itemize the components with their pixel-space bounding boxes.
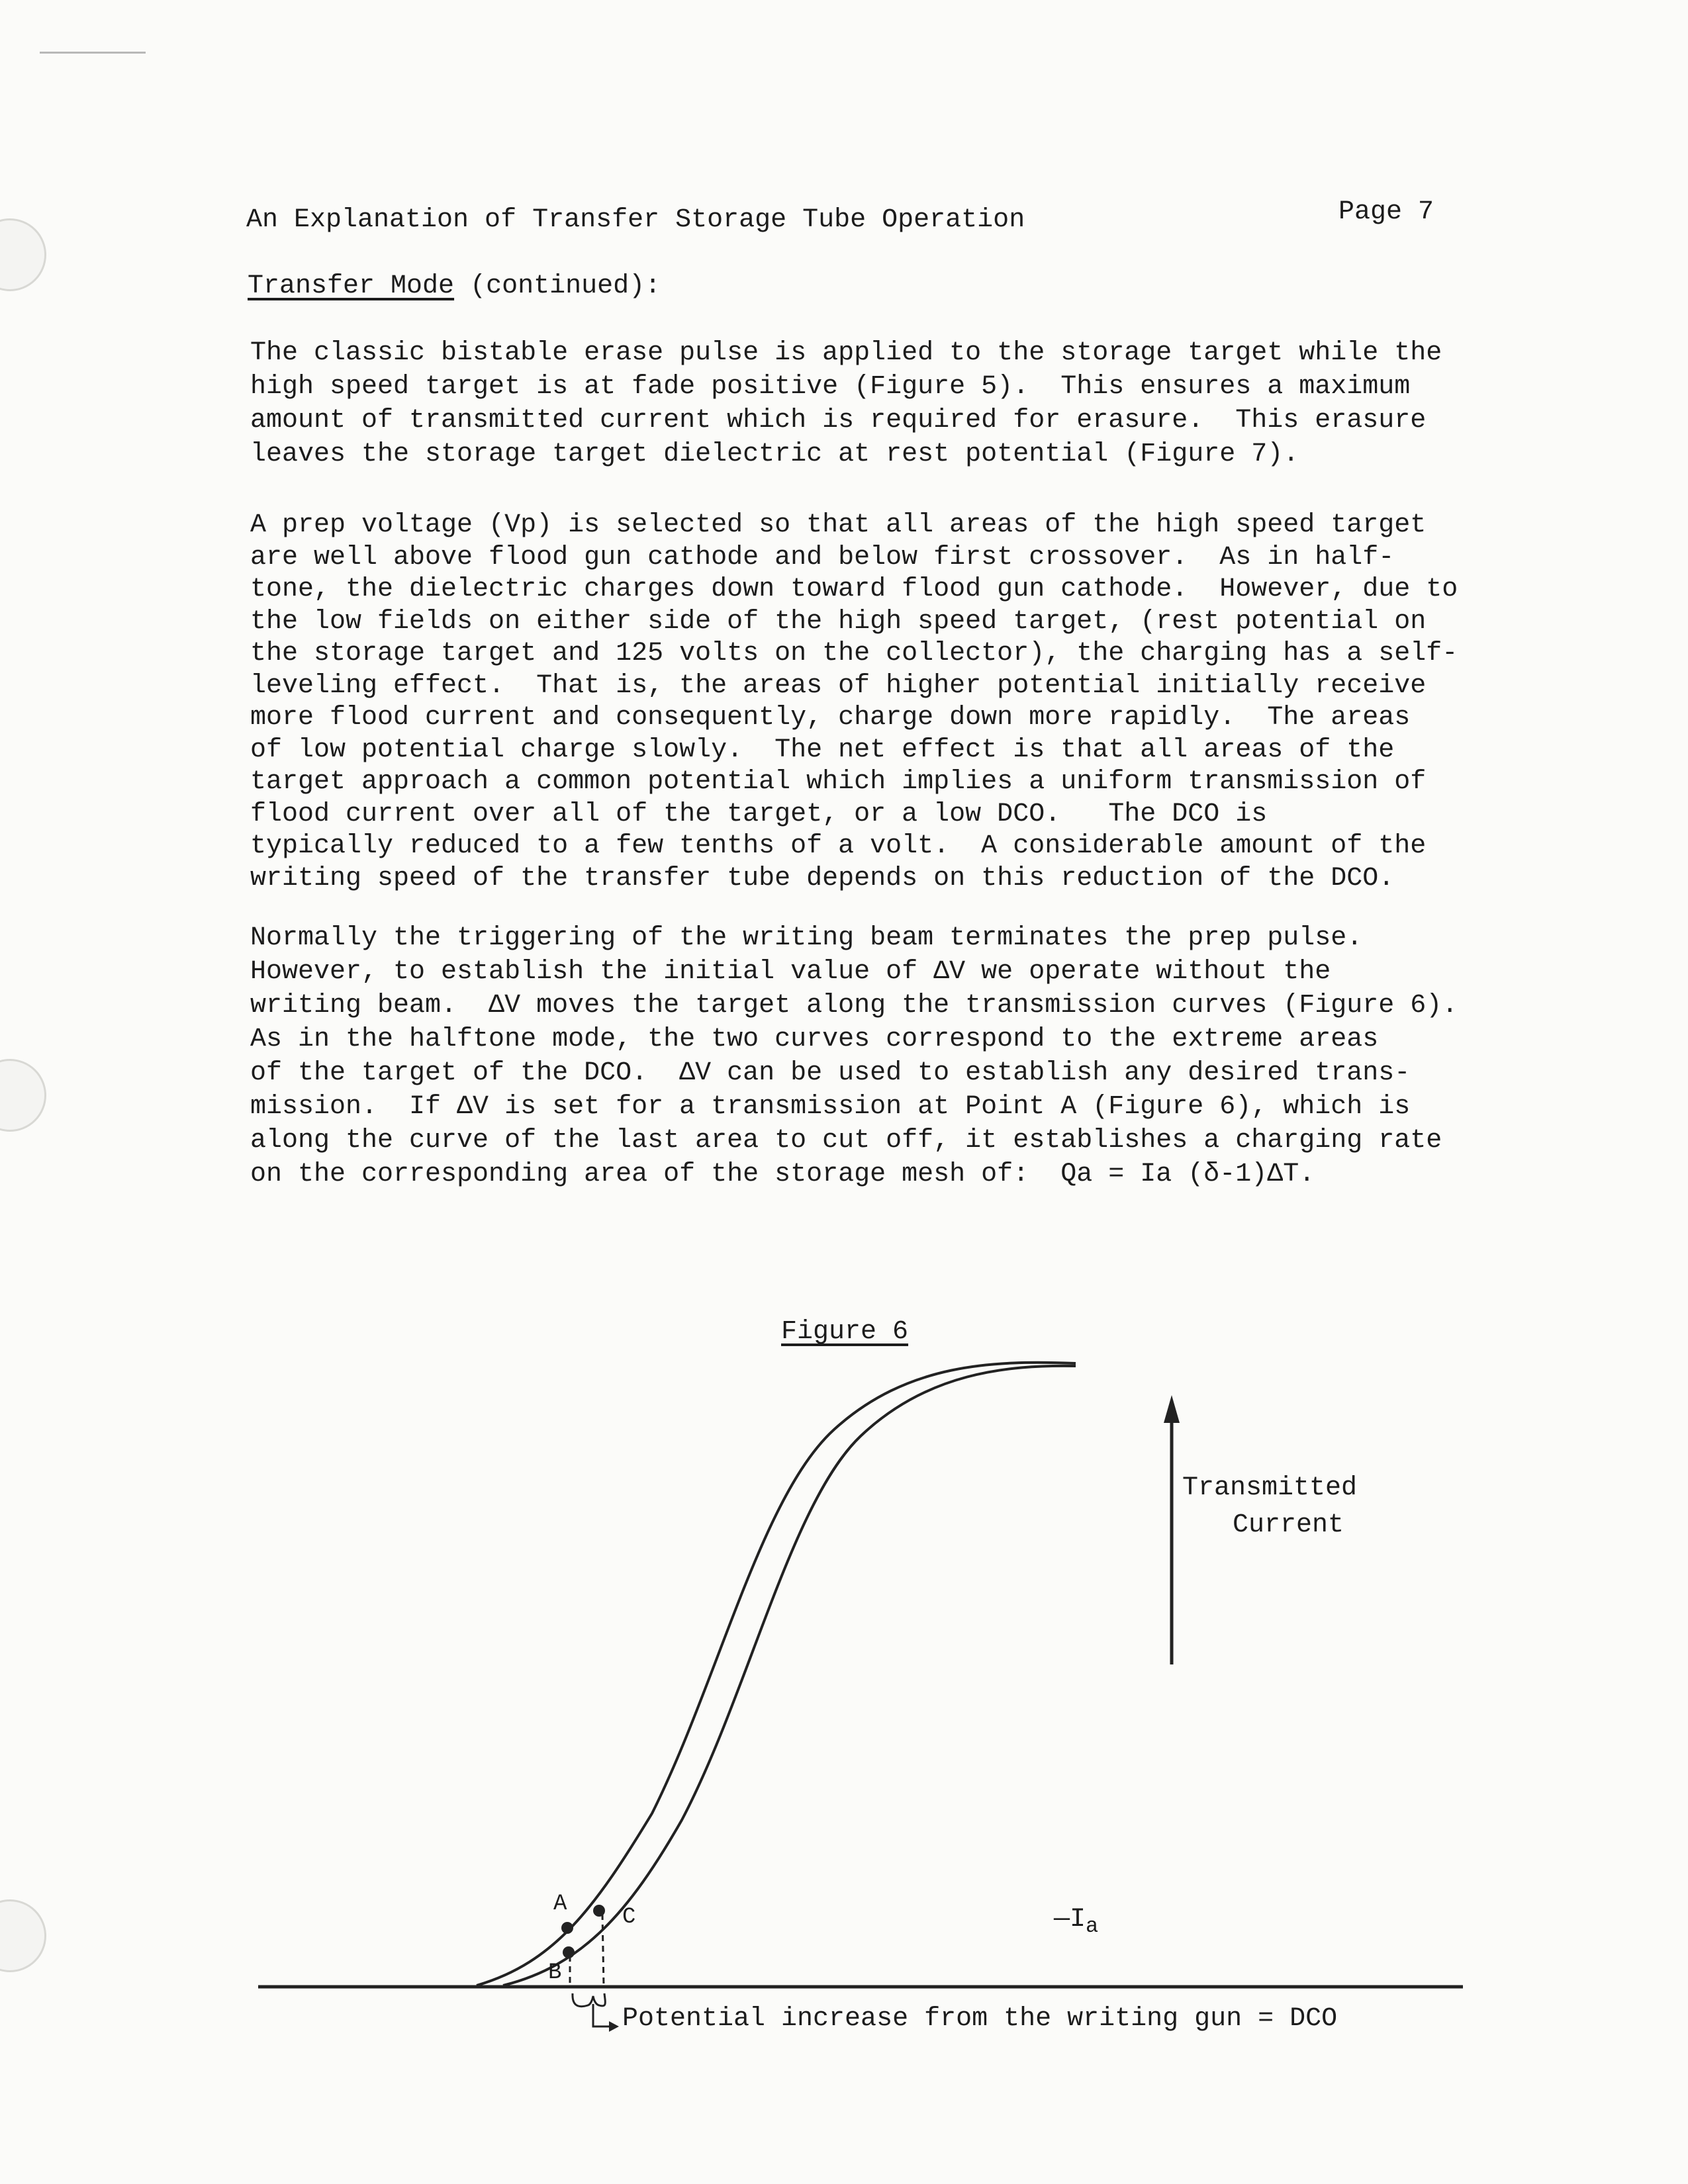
point-a-label: A <box>553 1891 567 1917</box>
dco-brace <box>573 1993 605 2007</box>
point-b-marker <box>563 1946 575 1958</box>
axis-label-line2: Current <box>1233 1510 1344 1540</box>
paragraph-writing-beam: Normally the triggering of the writing beam terminates the prep pulse. However, to establish the initial value of ΔV we operate without the writing beam. ΔV moves the target along the transmission curves (Figure 6). As in the halftone mode, the two curves correspond to the extreme areas of the target of the DCO. ΔV can be used to establish any desired trans- mission. If ΔV is set for a transmission at Point A (Figure 6), which is along the curve of the last area to cut off, it establishes a charging rate on the corresponding area of the storage mesh of: Qa = Ia (δ-1)ΔT. <box>250 923 1458 1189</box>
paragraph-prep-voltage: A prep voltage (Vp) is selected so that all areas of the high speed target are well above flood gun cathode and below first crossover. As in half- tone, the dielectric charges down toward flood gun cathode. However, due to the low fields on either side of the high speed target, (rest potential on the storage target and 125 volts on the collector), the charging has a self- leveling effect. That is, the areas of higher potential initially receive more flood current and consequently, charge down more rapidly. The areas of low potential charge slowly. The net effect is that all areas of the target approach a common potential which implies a uniform transmission of flood current over all of the target, or a low DCO. The DCO is typically reduced to a few tenths of a volt. A considerable amount of the writing speed of the transfer tube depends on this reduction of the DCO. <box>250 510 1458 893</box>
figure-caption: Potential increase from the writing gun = DCO <box>622 2004 1338 2034</box>
ia-main: —I <box>1054 1905 1086 1934</box>
page-number: Page 7 <box>1338 197 1434 227</box>
point-b-label: B <box>548 1960 562 1985</box>
point-a-marker <box>561 1922 573 1934</box>
document-title: An Explanation of Transfer Storage Tube Operation <box>246 205 1025 235</box>
paragraph-erase: The classic bistable erase pulse is applied to the storage target while the high speed target is at fade positive (Figure 5). This ensures a maximum amount of transmitted current which is required for erasure. This erasure leaves the storage target dielectric at rest potential (Figure 7). <box>250 338 1442 469</box>
transmission-curve-right <box>503 1366 1076 1985</box>
ia-subscript: a <box>1086 1914 1099 1938</box>
point-c-label: C <box>622 1905 636 1930</box>
section-suffix: (continued): <box>470 271 661 301</box>
caption-pointer-head <box>609 2021 619 2032</box>
ia-label <box>1054 1905 1098 1938</box>
figure-title: Figure 6 <box>781 1317 909 1347</box>
dco-dashed-right <box>602 1914 604 1987</box>
axis-label-line1: Transmitted <box>1182 1473 1358 1503</box>
section-title: Transfer Mode <box>248 271 455 301</box>
arrow-head <box>1164 1395 1180 1423</box>
